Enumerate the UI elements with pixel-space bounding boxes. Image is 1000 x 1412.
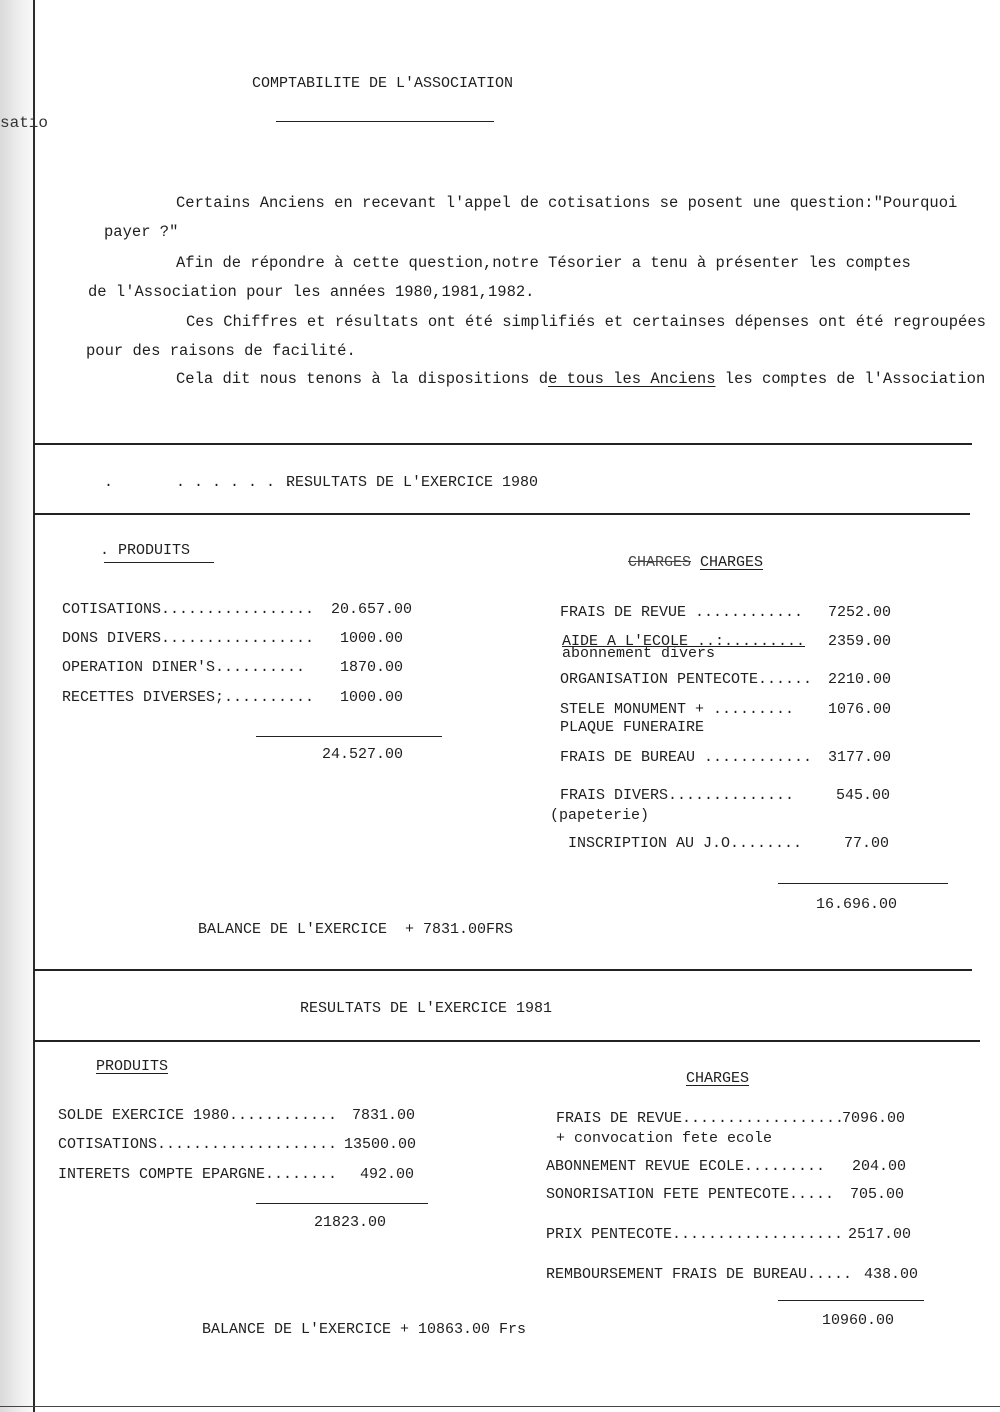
- intro-p3-line1: Ces Chiffres et résultats ont été simplifiés et certainses dépenses ont été regroupées: [186, 313, 986, 331]
- list-item: [546, 1158, 825, 1176]
- item-label: AIDE A L'ECOLE ..:: [562, 633, 725, 650]
- intro-p2-line2: de l'Association pour les années 1980,1981,1982.: [88, 283, 535, 301]
- item-sub: PLAQUE FUNERAIRE: [560, 719, 705, 736]
- item-label: ORGANISATION PENTECOTE: [560, 671, 759, 688]
- section-divider: [34, 1040, 980, 1042]
- section-divider: [34, 443, 972, 445]
- item-label: RECETTES DIVERSES;: [62, 689, 225, 706]
- item-amount: 2517.00: [848, 1226, 912, 1243]
- produits-1980-underline: [104, 562, 214, 563]
- list-item: [62, 689, 314, 707]
- list-item: [58, 1166, 337, 1184]
- item-amount: 1076.00: [828, 701, 892, 718]
- item-amount: 438.00: [864, 1266, 919, 1283]
- item-label: FRAIS DIVERS: [560, 787, 669, 804]
- list-item: [58, 1107, 337, 1125]
- leader-dots: ........: [265, 1166, 338, 1183]
- item-amount: 13500.00: [344, 1136, 417, 1153]
- item-amount: 1870.00: [340, 659, 404, 676]
- list-item: [58, 1136, 337, 1154]
- leader-dots: ............: [695, 749, 813, 766]
- charges-1980-total-rule: [778, 883, 948, 884]
- list-item: [560, 787, 794, 805]
- leader-dots: .........: [724, 633, 806, 650]
- item-sub: abonnement divers: [562, 645, 716, 662]
- intro-p3-line2: pour des raisons de facilité.: [86, 342, 356, 360]
- intro-p4-c: les comptes de l'Association: [715, 370, 986, 388]
- list-item: [546, 1266, 852, 1284]
- produits-1980-total: 24.527.00: [322, 746, 404, 763]
- intro-p4-b: e tous les Anciens: [548, 370, 716, 388]
- item-label: INTERETS COMPTE EPARGNE: [58, 1166, 266, 1183]
- page-title: COMPTABILITE DE L'ASSOCIATION: [252, 75, 514, 92]
- item-amount: 3177.00: [828, 749, 892, 766]
- leader-dots: ..........: [224, 689, 315, 706]
- item-label: PRIX PENTECOTE: [546, 1226, 673, 1243]
- leader-dots: .....: [807, 1266, 853, 1283]
- list-item: [546, 1186, 834, 1204]
- page-bottom-edge: [0, 1406, 1000, 1407]
- item-label: SONORISATION FETE PENTECOTE: [546, 1186, 790, 1203]
- list-item: [556, 1110, 844, 1128]
- leader-dots: ............: [686, 604, 804, 621]
- charges-1981-total: 10960.00: [822, 1312, 895, 1329]
- intro-p1-line1: Certains Anciens en recevant l'appel de cotisations se posent une question:"Pourquoi: [176, 194, 958, 212]
- list-item: [62, 601, 314, 619]
- item-label: OPERATION DINER'S: [62, 659, 216, 676]
- charges-1980-strike: CHARGES: [628, 554, 692, 571]
- item-sub: (papeterie): [550, 807, 650, 824]
- heading-1981: RESULTATS DE L'EXERCICE 1981: [300, 1000, 553, 1017]
- intro-p1-line2: payer ?": [104, 223, 179, 241]
- charges-1981-heading: CHARGES: [686, 1070, 750, 1087]
- item-amount: 545.00: [836, 787, 891, 804]
- produits-1981-heading: PRODUITS: [96, 1058, 169, 1075]
- item-label: STELE MONUMENT +: [560, 701, 714, 718]
- leader-dots: .................: [161, 601, 315, 618]
- section-divider: [34, 969, 972, 971]
- leader-dots: ........: [730, 835, 803, 852]
- list-item: [560, 701, 794, 719]
- intro-p2-line1: Afin de répondre à cette question,notre Tésorier a tenu à présenter les comptes: [176, 254, 911, 272]
- item-amount: 7252.00: [828, 604, 892, 621]
- item-label: FRAIS DE REVUE: [560, 604, 687, 621]
- charges-1981-total-rule: [778, 1300, 924, 1301]
- leader-dots: ..................: [682, 1110, 845, 1127]
- list-item: [560, 671, 812, 689]
- item-label: INSCRIPTION AU J.O: [568, 835, 731, 852]
- item-label: REMBOURSEMENT FRAIS DE BUREAU: [546, 1266, 808, 1283]
- list-item: [546, 1226, 843, 1244]
- list-item: [560, 604, 803, 622]
- margin-fragment: satio: [0, 114, 49, 132]
- dots-1980: . . . . . . . . .: [104, 474, 312, 491]
- item-amount: 7096.00: [842, 1110, 906, 1127]
- produits-1981-total: 21823.00: [314, 1214, 387, 1231]
- charges-1980-total: 16.696.00: [816, 896, 898, 913]
- balance-1980: BALANCE DE L'EXERCICE + 7831.00FRS: [198, 921, 514, 938]
- produits-1980-total-rule: [256, 736, 442, 737]
- intro-p4-a: Cela dit nous tenons à la dispositions d: [176, 370, 549, 388]
- leader-dots: ......: [758, 671, 813, 688]
- leader-dots: ....................: [157, 1136, 338, 1153]
- leader-dots: .................: [161, 630, 315, 647]
- item-label: FRAIS DE BUREAU: [560, 749, 696, 766]
- title-underline: [276, 121, 494, 122]
- item-label: COTISATIONS: [62, 601, 162, 618]
- item-amount: 2210.00: [828, 671, 892, 688]
- section-divider: [34, 513, 970, 515]
- item-label: COTISATIONS: [58, 1136, 158, 1153]
- item-amount: 204.00: [852, 1158, 907, 1175]
- produits-1981-total-rule: [256, 1203, 428, 1204]
- item-amount: 77.00: [844, 835, 890, 852]
- item-amount: 705.00: [850, 1186, 905, 1203]
- item-label: ABONNEMENT REVUE ECOLE: [546, 1158, 745, 1175]
- item-amount: 1000.00: [340, 630, 404, 647]
- charges-1980-heading: CHARGES: [700, 554, 764, 571]
- leader-dots: ..............: [668, 787, 795, 804]
- list-item: [568, 835, 802, 853]
- leader-dots: ............: [229, 1107, 338, 1124]
- balance-1981: BALANCE DE L'EXERCICE + 10863.00 Frs: [202, 1321, 527, 1338]
- leader-dots: ...................: [672, 1226, 844, 1243]
- page-binding-line: [33, 0, 35, 1412]
- item-amount: 1000.00: [340, 689, 404, 706]
- item-label: SOLDE EXERCICE 1980: [58, 1107, 230, 1124]
- produits-1980-heading: . PRODUITS: [100, 542, 191, 559]
- list-item: [560, 749, 812, 767]
- item-amount: 2359.00: [828, 633, 892, 650]
- leader-dots: .........: [744, 1158, 826, 1175]
- item-amount: 492.00: [360, 1166, 415, 1183]
- intro-p4: [176, 370, 985, 388]
- item-label: DONS DIVERS: [62, 630, 162, 647]
- item-sub: + convocation fete ecole: [556, 1130, 773, 1147]
- leader-dots: .........: [713, 701, 795, 718]
- list-item: [62, 630, 314, 648]
- list-item: [62, 659, 305, 677]
- item-label: FRAIS DE REVUE: [556, 1110, 683, 1127]
- item-amount: 20.657.00: [331, 601, 413, 618]
- leader-dots: ..........: [215, 659, 306, 676]
- leader-dots: .....: [789, 1186, 835, 1203]
- item-amount: 7831.00: [352, 1107, 416, 1124]
- heading-1980: RESULTATS DE L'EXERCICE 1980: [286, 474, 539, 491]
